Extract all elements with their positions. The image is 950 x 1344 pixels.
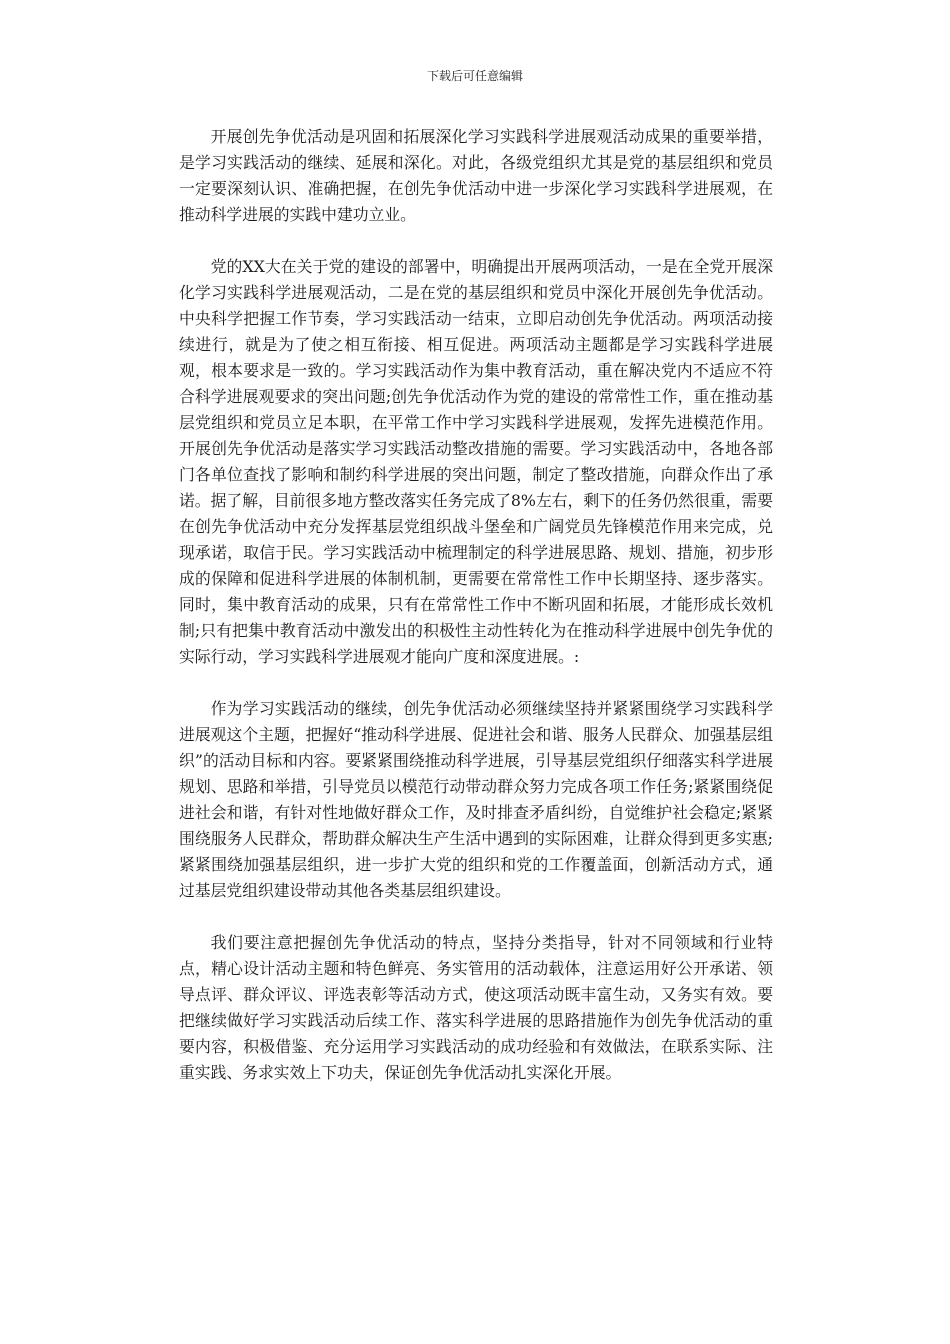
paragraph-4: 我们要注意把握创先争优活动的特点，坚持分类指导，针对不同领域和行业特点，精心设计活动主题和特色鲜亮、务实管用的活动载体，注意运用好公开承诺、领导点评、群众评议、评选表彰等活动方式，使这项活动既丰富生动，又务实有效。要把继续做好学习实践活动后续工作、落实科学进展的思路措施作为创先争优活动的重要内容，积极借鉴、充分运用学习实践活动的成功经验和有效做法，在联系实际、注重实践、务求实效上下功夫，保证创先争优活动扎实深化开展。 [179,933,773,1082]
paragraph-3: 作为学习实践活动的继续，创先争优活动必须继续坚持并紧紧围绕学习实践科学进展观这个主题，把握好“推动科学进展、促进社会和谐、服务人民群众、加强基层组织”的活动目标和内容。要紧紧围绕推动科学进展，引导基层党组织仔细落实科学进展规划、思路和举措，引导党员以模范行动带动群众努力完成各项工作任务;紧紧围绕促进社会和谐，有针对性地做好群众工作，及时排查矛盾纠纷，自觉维护社会稳定;紧紧围绕服务人民群众，帮助群众解决生产生活中遇到的实际困难，让群众得到更多实惠;紧紧围绕加强基层组织，进一步扩大党的组织和党的工作覆盖面，创新活动方式，通过基层党组织建设带动其他各类基层组织建设。 [179,699,773,900]
paragraph-1: 开展创先争优活动是巩固和拓展深化学习实践科学进展观活动成果的重要举措，是学习实践活动的继续、延展和深化。对此，各级党组织尤其是党的基层组织和党员一定要深刻认识、准确把握，在创先争优活动中进一步深化学习实践科学进展观，在推动科学进展的实践中建功立业。 [179,127,773,224]
document-body [179,124,773,1112]
paragraph-2: 党的XX大在关于党的建设的部署中，明确提出开展两项活动，一是在全党开展深化学习实践科学进展观活动，二是在党的基层组织和党员中深化开展创先争优活动。中央科学把握工作节奏，学习实践活动一结束，立即启动创先争优活动。两项活动接续进行，就是为了使之相互衔接、相互促进。两项活动主题都是学习实践科学进展观，根本要求是一致的。学习实践活动作为集中教育活动，重在解决党内不适应不符合科学进展观要求的突出问题;创先争优活动作为党的建设的常常性工作，重在推动基层党组织和党员立足本职，在平常工作中学习实践科学进展观，发挥先进模范作用。开展创先争优活动是落实学习实践活动整改措施的需要。学习实践活动中，各地各部门各单位查找了影响和制约科学进展的突出问题，制定了整改措施，向群众作出了承诺。据了解，目前很多地方整改落实任务完成了8%左右，剩下的任务仍然很重，需要在创先争优活动中充分发挥基层党组织战斗堡垒和广阔党员先锋模范作用来完成，兑现承诺，取信于民。学习实践活动中梳理制定的科学进展思路、规划、措施，初步形成的保障和促进科学进展的体制机制，更需要在常常性工作中长期坚持、逐步落实。同时，集中教育活动的成果，只有在常常性工作中不断巩固和拓展，才能形成长效机制;只有把集中教育活动中激发出的积极性主动性转化为在推动科学进展中创先争优的实际行动，学习实践科学进展观才能向广度和深度进展。: [179,257,773,666]
page-header: 下载后可任意编辑 [426,69,523,83]
